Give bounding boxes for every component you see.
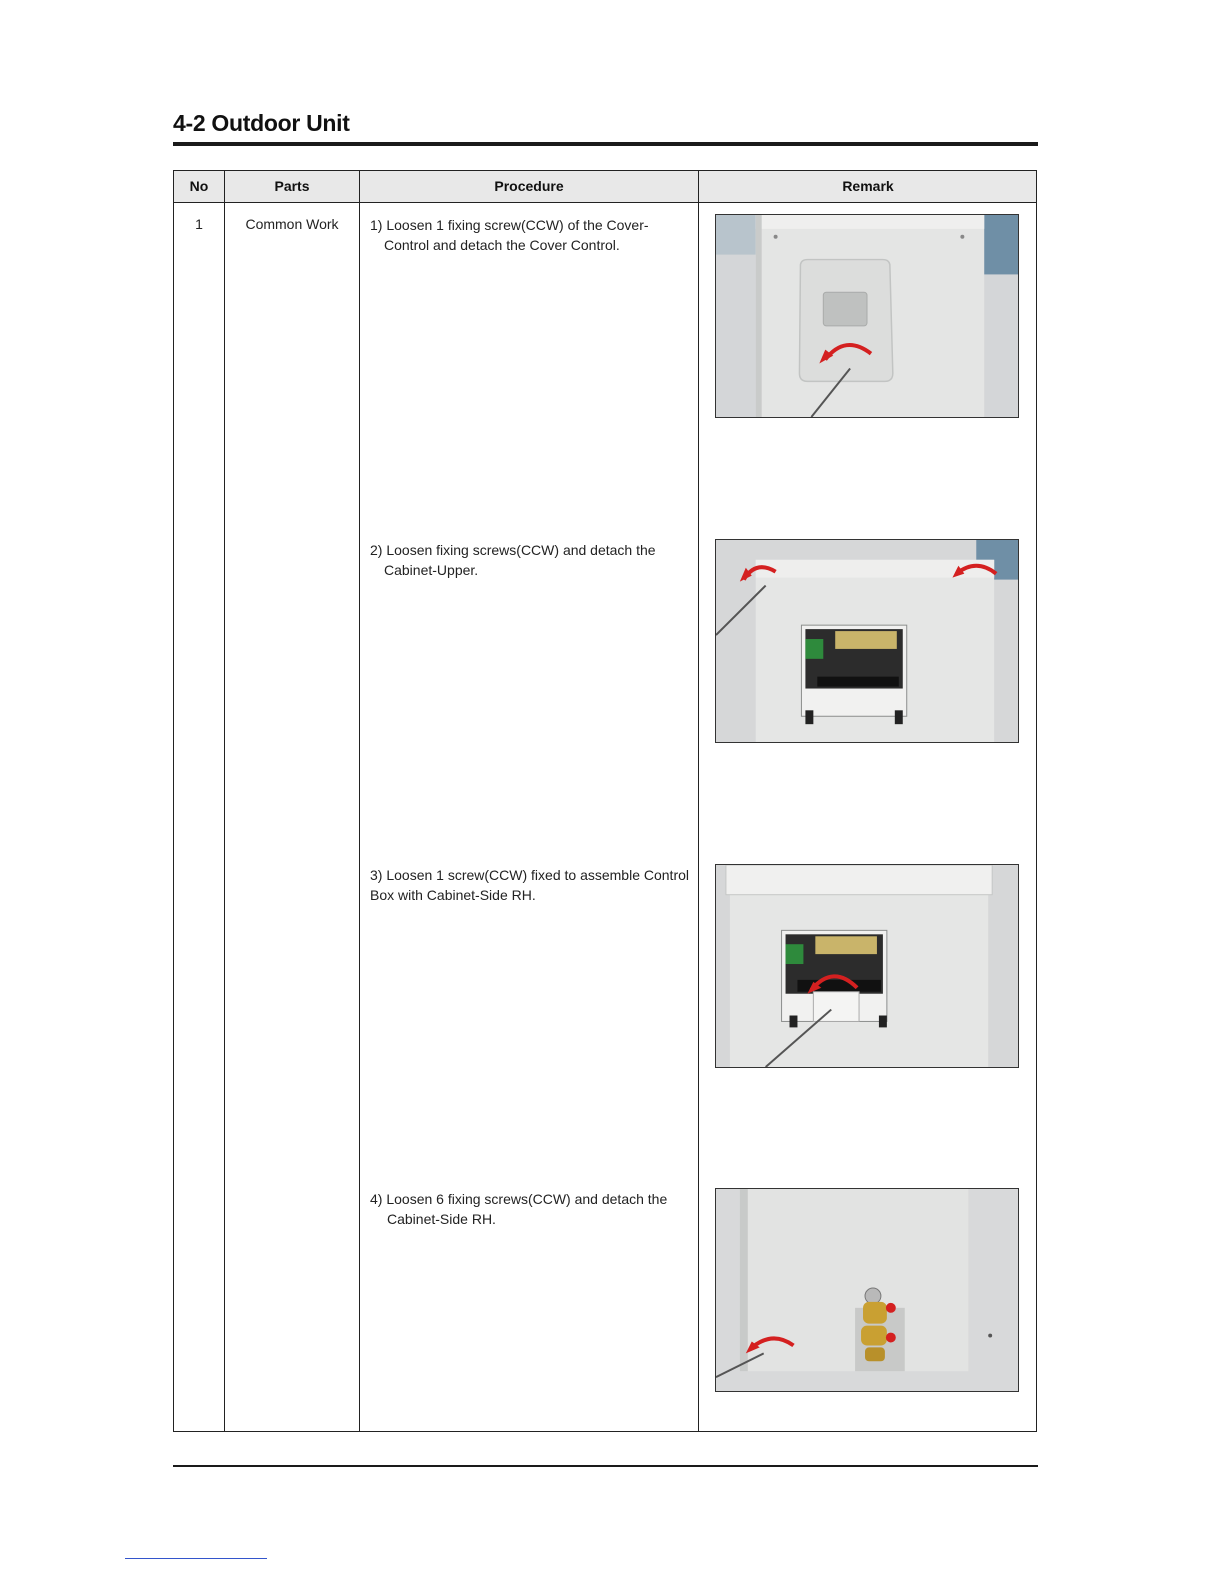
procedure-step-1: [370, 215, 695, 255]
procedure-step-4: [370, 1189, 695, 1229]
photo-cabinet-side-rh: [715, 1188, 1019, 1392]
page-title: 4-2 Outdoor Unit: [173, 110, 350, 136]
footer-rule: [173, 1465, 1038, 1467]
step-2-line-2: Cabinet-Upper.: [384, 562, 479, 578]
step-1-line-2: Control and detach the Cover Control.: [384, 237, 620, 253]
column-divider: [359, 171, 360, 1431]
step-3-line-2: Box with Cabinet-Side RH.: [370, 887, 536, 903]
step-1-line-1: 1) Loosen 1 fixing screw(CCW) of the Cover-: [370, 217, 649, 233]
column-divider: [224, 171, 225, 1431]
header-parts: Parts: [274, 178, 310, 194]
step-4-line-1: 4) Loosen 6 fixing screws(CCW) and detach the: [370, 1191, 668, 1207]
procedure-step-2: [370, 540, 695, 580]
header-procedure: Procedure: [494, 178, 564, 194]
row-part-name: Common Work: [245, 216, 339, 232]
procedure-table: [173, 170, 1037, 1432]
header-no: No: [189, 178, 209, 194]
footer-link-underline: [125, 1558, 267, 1559]
photo-cover-control: [715, 214, 1019, 418]
procedure-step-3: [370, 865, 695, 905]
photo-cabinet-upper: [715, 539, 1019, 743]
photo-control-box: [715, 864, 1019, 1068]
step-2-line-1: 2) Loosen fixing screws(CCW) and detach the: [370, 542, 656, 558]
row-number: 1: [195, 216, 203, 232]
column-divider: [698, 171, 699, 1431]
header-remark: Remark: [842, 178, 894, 194]
title-rule: [173, 142, 1038, 146]
step-4-line-2: Cabinet-Side RH.: [387, 1211, 496, 1227]
step-3-line-1: 3) Loosen 1 screw(CCW) fixed to assemble Control: [370, 867, 690, 883]
